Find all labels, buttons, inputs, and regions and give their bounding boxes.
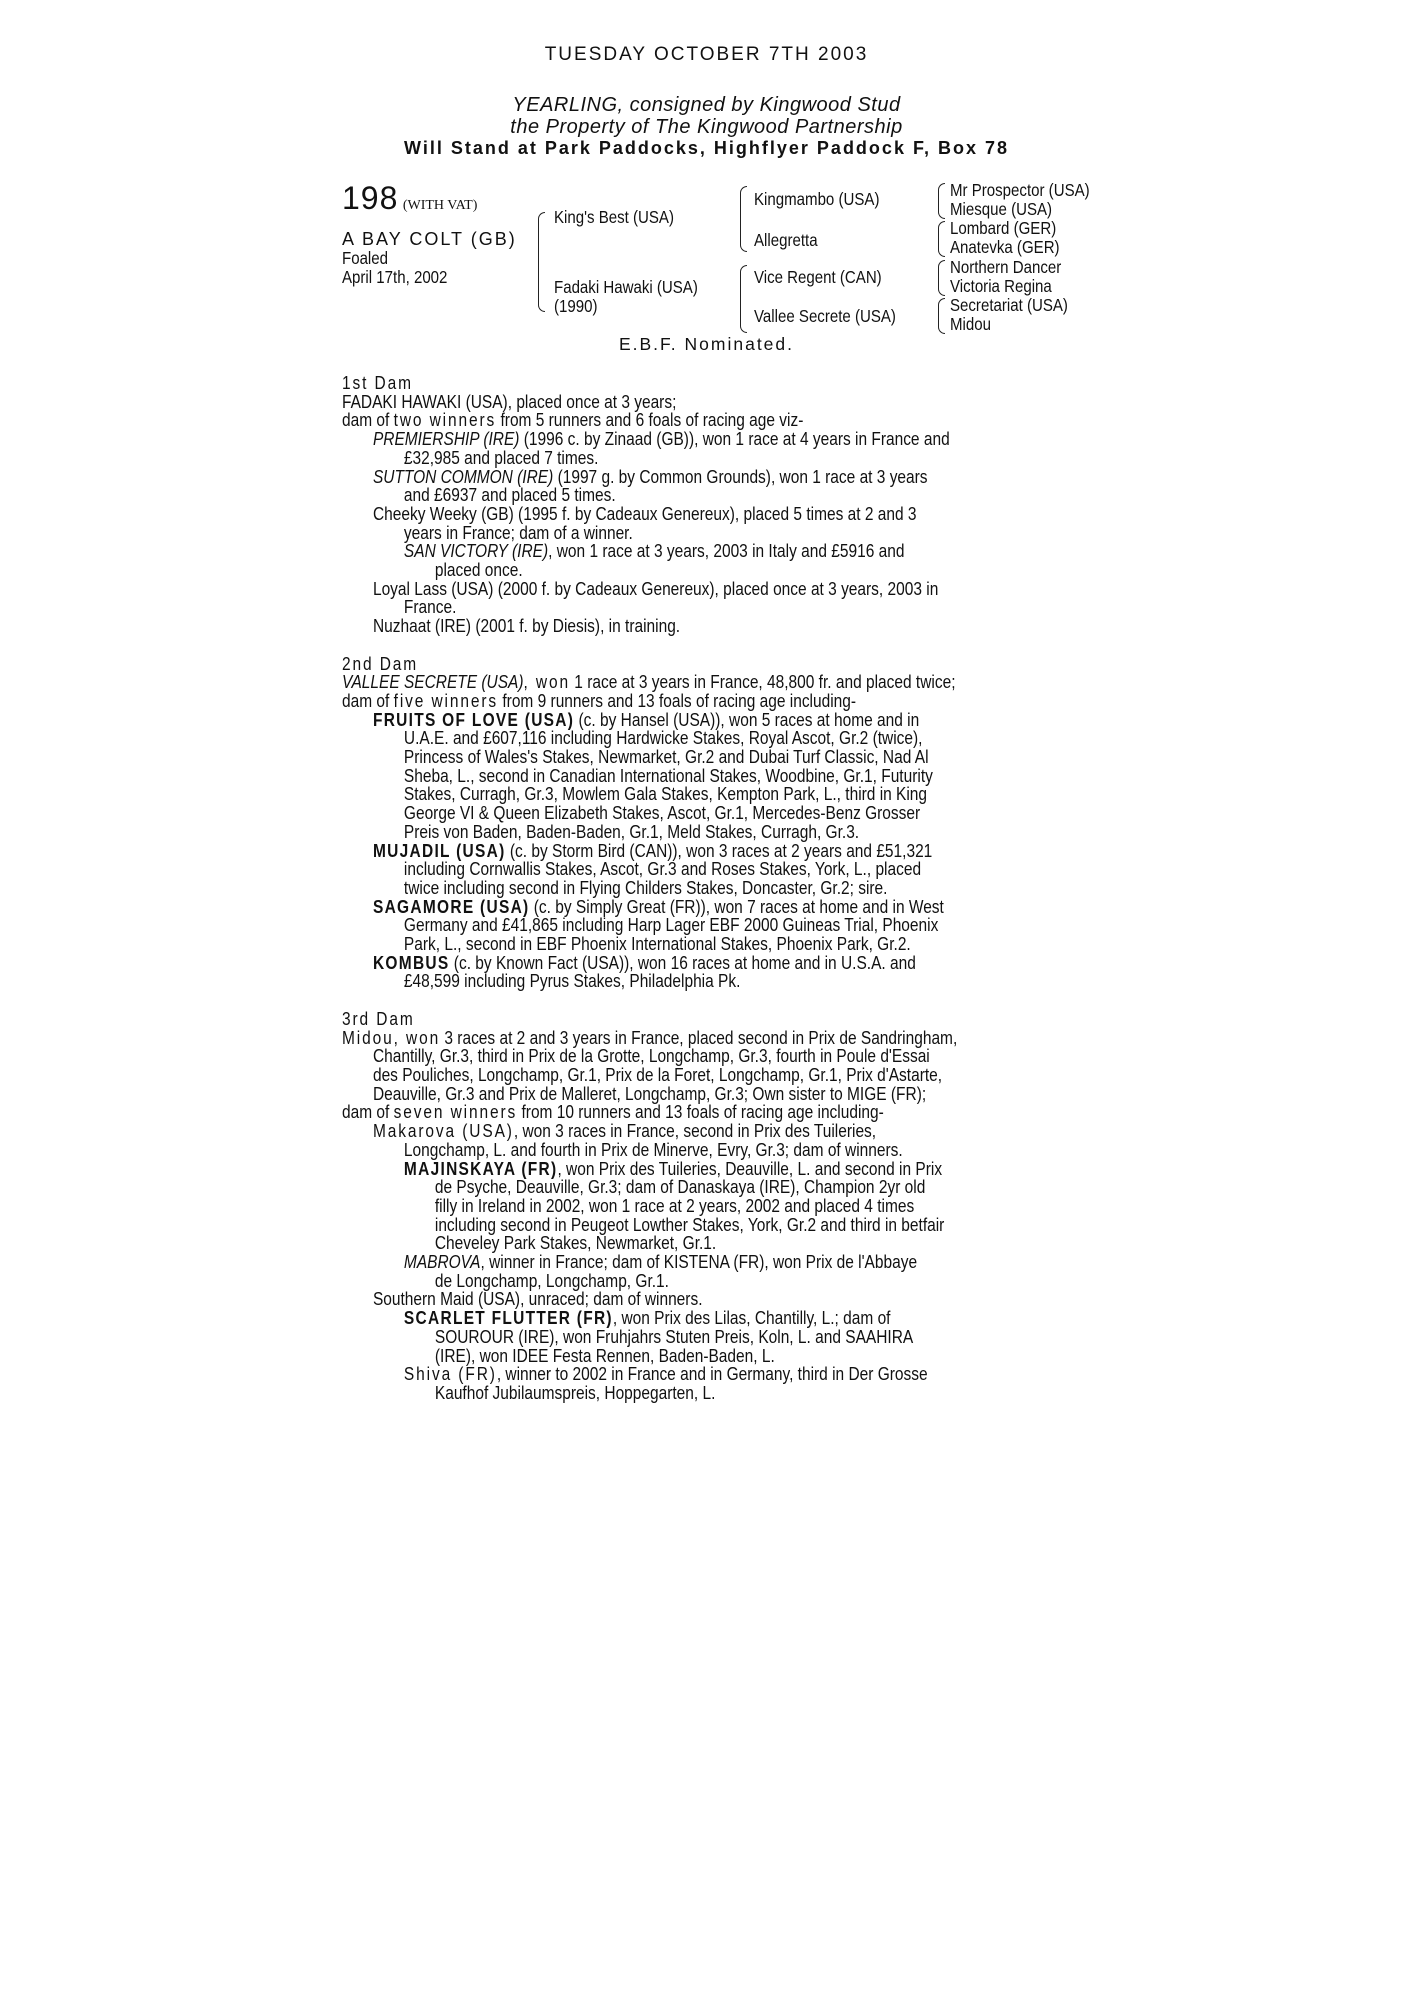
produce-entry-cont: placed once.	[434, 560, 523, 581]
lot-block	[342, 180, 477, 217]
produce-entry-cont: (IRE), won IDEE Festa Rennen, Baden-Baden, L.	[434, 1345, 775, 1366]
pedigree-gd2: Vallee Secrete (USA)	[754, 306, 896, 326]
produce-entry-cont: Stakes, Curragh, Gr.3, Mowlem Gala Stakes, Kempton Park, L., third in King	[403, 784, 928, 805]
pedigree-ggp: Anatevka (GER)	[950, 237, 1060, 257]
pedigree-ggp: Victoria Regina	[950, 276, 1052, 296]
pedigree-dam-year: (1990)	[554, 296, 598, 316]
produce-entry-cont: £48,599 including Pyrus Stakes, Philadelphia Pk.	[403, 971, 741, 992]
foaled-label: Foaled	[342, 248, 389, 268]
produce-subentry: SAN VICTORY (IRE), won 1 race at 3 years, 2003 in Italy and £5916 and	[403, 541, 905, 562]
produce-entry-cont: years in France; dam of a winner.	[403, 522, 633, 543]
first-dam-heading: 1st Dam	[342, 373, 413, 393]
produce-entry-cont: Park, L., second in EBF Phoenix International Stakes, Phoenix Park, Gr.2.	[403, 934, 911, 955]
pedigree-ggp: Secretariat (USA)	[950, 295, 1068, 315]
produce-subentry: MABROVA, winner in France; dam of KISTENA (FR), won Prix de l'Abbaye	[403, 1252, 918, 1273]
produce-entry-cont: France.	[403, 597, 457, 618]
produce-entry: FRUITS OF LOVE (USA) (c. by Hansel (USA)), won 5 races at home and in	[372, 709, 920, 730]
lot-description: A BAY COLT (GB)	[342, 229, 517, 249]
pedigree-brace-ggp2	[938, 221, 945, 257]
lot-number: 198	[342, 180, 399, 216]
stand-line: Will Stand at Park Paddocks, Highflyer Paddock F, Box 78	[404, 138, 1009, 158]
third-dam-line: Midou, won 3 races at 2 and 3 years in France, placed second in Prix de Sandringham,	[342, 1027, 958, 1048]
second-dam-summary: dam of five winners from 9 runners and 13 foals of racing age including-	[342, 690, 857, 711]
produce-subentry: SCARLET FLUTTER (FR), won Prix des Lilas, Chantilly, L.; dam of	[403, 1308, 891, 1329]
pedigree-brace-main	[538, 212, 545, 312]
sale-date: TUESDAY OCTOBER 7TH 2003	[544, 44, 869, 65]
vat-note: (WITH VAT)	[402, 198, 478, 213]
pedigree-brace-sire	[740, 186, 747, 252]
pedigree-gs1: Kingmambo (USA)	[754, 189, 880, 209]
pedigree-ggp: Midou	[950, 314, 991, 334]
produce-subentry: MAJINSKAYA (FR), won Prix des Tuileries, Deauville, L. and second in Prix	[403, 1158, 943, 1179]
consigned-line: YEARLING, consigned by Kingwood Stud	[512, 94, 901, 116]
pedigree-dam: Fadaki Hawaki (USA)	[554, 277, 698, 297]
produce-entry-cont: Cheveley Park Stakes, Newmarket, Gr.1.	[434, 1233, 717, 1254]
pedigree-brace-dam	[740, 265, 747, 333]
produce-record	[342, 374, 1202, 1403]
pedigree-sire: King's Best (USA)	[554, 207, 674, 227]
produce-entry-cont: Kaufhof Jubilaumspreis, Hoppegarten, L.	[434, 1382, 716, 1403]
property-line: the Property of The Kingwood Partnership	[510, 116, 903, 138]
produce-entry-cont: £32,985 and placed 7 times.	[403, 447, 599, 468]
produce-entry-cont: Longchamp, L. and fourth in Prix de Minerve, Evry, Gr.3; dam of winners.	[403, 1139, 903, 1160]
first-dam-summary: dam of two winners from 5 runners and 6 foals of racing age viz-	[342, 410, 804, 431]
produce-entry-cont: and £6937 and placed 5 times.	[403, 485, 616, 506]
produce-entry: KOMBUS (c. by Known Fact (USA)), won 16 races at home and in U.S.A. and	[372, 952, 916, 973]
produce-entry-cont: including second in Peugeot Lowther Stakes, York, Gr.2 and third in betfair	[434, 1214, 945, 1235]
produce-entry-cont: filly in Ireland in 2002, won 1 race at 2 years, 2002 and placed 4 times	[434, 1195, 915, 1216]
produce-entry-cont: Germany and £41,865 including Harp Lager EBF 2000 Guineas Trial, Phoenix	[403, 915, 939, 936]
pedigree-gs2: Vice Regent (CAN)	[754, 267, 882, 287]
produce-entry: Loyal Lass (USA) (2000 f. by Cadeaux Genereux), placed once at 3 years, 2003 in	[372, 578, 939, 599]
produce-entry-cont: Preis von Baden, Baden-Baden, Gr.1, Meld Stakes, Curragh, Gr.3.	[403, 821, 860, 842]
pedigree-brace-ggp4	[938, 298, 945, 334]
produce-entry: Makarova (USA), won 3 races in France, second in Prix des Tuileries,	[372, 1121, 877, 1142]
produce-entry-cont: Princess of Wales's Stakes, Newmarket, Gr.2 and Dubai Turf Classic, Nad Al	[403, 747, 929, 768]
produce-entry: MUJADIL (USA) (c. by Storm Bird (CAN)), won 3 races at 2 years and £51,321	[372, 840, 933, 861]
produce-entry-cont: U.A.E. and £607,116 including Hardwicke Stakes, Royal Ascot, Gr.2 (twice),	[403, 728, 923, 749]
pedigree-brace-ggp1	[938, 183, 945, 219]
pedigree-ggp: Northern Dancer	[950, 257, 1062, 277]
third-dam-cont: des Pouliches, Longchamp, Gr.1, Prix de la Foret, Longchamp, Gr.1, Prix d'Astarte,	[372, 1064, 943, 1085]
produce-entry-cont: SOUROUR (IRE), won Fruhjahrs Stuten Preis, Koln, L. and SAAHIRA	[434, 1326, 914, 1347]
produce-entry: Cheeky Weeky (GB) (1995 f. by Cadeaux Genereux), placed 5 times at 2 and 3	[372, 503, 917, 524]
first-dam-line: FADAKI HAWAKI (USA), placed once at 3 years;	[342, 391, 677, 412]
third-dam-cont: Chantilly, Gr.3, third in Prix de la Grotte, Longchamp, Gr.3, fourth in Poule d'Essai	[372, 1046, 930, 1067]
second-dam-heading: 2nd Dam	[342, 653, 419, 674]
pedigree-ggp: Lombard (GER)	[950, 218, 1057, 238]
produce-entry-cont: twice including second in Flying Childers Stakes, Doncaster, Gr.2; sire.	[403, 877, 888, 898]
produce-entry: Nuzhaat (IRE) (2001 f. by Diesis), in training.	[372, 616, 681, 637]
produce-entry: SAGAMORE (USA) (c. by Simply Great (FR)), won 7 races at home and in West	[372, 896, 944, 917]
produce-entry: SUTTON COMMON (IRE) (1997 g. by Common Grounds), won 1 race at 3 years	[372, 466, 928, 487]
produce-entry-cont: including Cornwallis Stakes, Ascot, Gr.3 and Roses Stakes, York, L., placed	[403, 859, 922, 880]
second-dam-line: VALLEE SECRETE (USA), won 1 race at 3 years in France, 48,800 fr. and placed twice;	[342, 672, 956, 693]
produce-entry-cont: de Psyche, Deauville, Gr.3; dam of Danaskaya (IRE), Champion 2yr old	[434, 1177, 926, 1198]
pedigree-ggp: Miesque (USA)	[950, 199, 1053, 219]
produce-entry-cont: George VI & Queen Elizabeth Stakes, Ascot, Gr.1, Mercedes-Benz Grosser	[403, 803, 921, 824]
ebf-nominated: E.B.F. Nominated.	[618, 334, 795, 354]
produce-entry: PREMIERSHIP (IRE) (1996 c. by Zinaad (GB)), won 1 race at 4 years in France and	[372, 429, 950, 450]
produce-entry-cont: Sheba, L., second in Canadian International Stakes, Woodbine, Gr.1, Futurity	[403, 765, 933, 786]
third-dam-summary: dam of seven winners from 10 runners and 13 foals of racing age including-	[342, 1102, 884, 1123]
pedigree-brace-ggp3	[938, 260, 945, 296]
produce-entry: Southern Maid (USA), unraced; dam of winners.	[372, 1289, 703, 1310]
third-dam-cont: Deauville, Gr.3 and Prix de Malleret, Longchamp, Gr.3; Own sister to MIGE (FR);	[372, 1083, 927, 1104]
produce-record-inner	[342, 374, 1082, 1403]
produce-entry-cont: de Longchamp, Longchamp, Gr.1.	[434, 1270, 669, 1291]
third-dam-heading: 3rd Dam	[342, 1008, 415, 1029]
pedigree-ggp: Mr Prospector (USA)	[950, 180, 1090, 200]
produce-subentry: Shiva (FR), winner to 2002 in France and in Germany, third in Der Grosse	[403, 1364, 928, 1385]
pedigree-gd1: Allegretta	[754, 230, 818, 250]
foaled-date: April 17th, 2002	[342, 267, 448, 287]
